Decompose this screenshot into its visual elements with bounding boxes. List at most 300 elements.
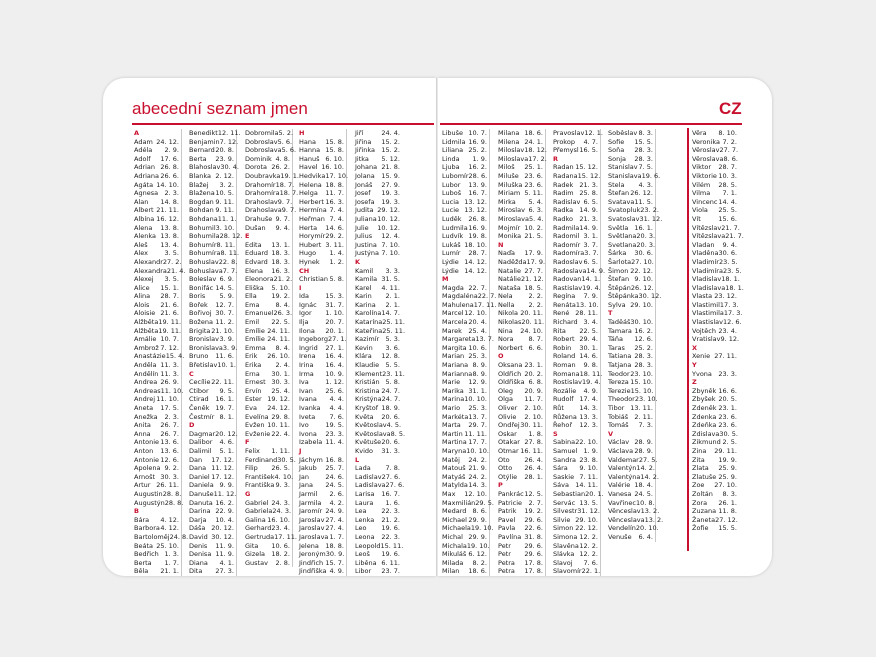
name-entry	[497, 361, 545, 370]
name-text: David	[189, 532, 208, 541]
name-day-date: 12. 2.	[579, 532, 598, 541]
name-day-date: 13. 11.	[630, 404, 653, 412]
name-entry	[354, 138, 402, 147]
name-day-date: 15. 12.	[575, 163, 598, 172]
name-text: Vincenc	[692, 197, 718, 206]
name-day-date: 25. 8.	[579, 189, 598, 198]
name-entry	[607, 490, 655, 499]
name-text: Karin	[355, 292, 372, 301]
name-text: Albert	[134, 206, 154, 215]
name-text: Havel	[299, 163, 318, 172]
name-day-date: 18. 8.	[325, 180, 344, 189]
name-day-date: 13. 9.	[468, 180, 487, 189]
name-day-date: 19. 11.	[158, 318, 182, 327]
name-entry	[354, 172, 402, 181]
name-day-date	[400, 258, 402, 267]
name-entry	[441, 430, 489, 439]
name-entry	[354, 292, 402, 301]
name-entry	[298, 456, 346, 465]
name-day-date: 4. 6.	[219, 438, 234, 447]
name-day-date	[344, 284, 346, 293]
letter-heading	[354, 456, 402, 465]
name-text: Miroslava	[498, 214, 529, 223]
name-day-date: 7. 5.	[638, 163, 653, 172]
name-text: Martin	[442, 429, 463, 438]
name-text: Sáva	[553, 481, 569, 490]
name-entry	[244, 241, 292, 250]
name-day-date: 5. 2.	[278, 129, 294, 137]
name-text: Darina	[189, 507, 211, 516]
name-text: Adéla	[134, 146, 153, 155]
name-text: Iva	[299, 378, 309, 387]
name-entry	[298, 309, 346, 318]
name-text: Zdeňka	[692, 421, 717, 430]
name-day-date: 13. 12.	[464, 197, 487, 206]
name-text: Vendelín	[608, 524, 636, 533]
name-day-date: 8. 3.	[638, 129, 653, 137]
name-day-date: 27. 6.	[381, 472, 401, 481]
name-text: Olivie	[498, 412, 517, 421]
name-day-date: 29. 10.	[630, 300, 653, 309]
name-entry	[497, 215, 545, 224]
name-text: Tibor	[608, 404, 625, 412]
name-day-date: 16. 1.	[634, 223, 653, 232]
name-entry	[133, 352, 185, 361]
name-text: Marcel	[442, 309, 464, 318]
name-entry	[607, 301, 655, 310]
name-entry	[441, 481, 489, 490]
name-entry	[244, 370, 292, 379]
name-day-date: 27. 4.	[325, 515, 344, 524]
name-day-date: 13. 3.	[579, 412, 598, 421]
name-entry	[133, 155, 181, 164]
name-text: Radek	[553, 180, 574, 189]
name-entry	[552, 335, 600, 344]
name-day-date: 26. 10.	[267, 352, 290, 361]
name-text: Kazimír	[355, 335, 380, 344]
name-day-date: 18. 5.	[524, 283, 543, 292]
name-day-date: 1. 7.	[329, 532, 344, 541]
name-day-date: 26. 7.	[160, 429, 179, 438]
name-entry	[298, 232, 346, 241]
name-entry	[552, 206, 600, 215]
letter-heading	[691, 344, 739, 353]
name-day-date: 23. 10.	[634, 395, 658, 404]
name-text: Ferdinand	[245, 455, 278, 464]
name-text: Berta	[189, 154, 207, 163]
name-text: Alenka	[134, 232, 157, 241]
name-day-date: 3. 6.	[385, 343, 400, 352]
name-day-date: 9. 4.	[275, 223, 290, 232]
name-entry	[244, 284, 292, 293]
name-entry	[354, 267, 402, 276]
name-entry	[441, 206, 489, 215]
name-text: F	[245, 438, 250, 447]
name-entry	[298, 404, 346, 413]
name-day-date: 26. 12.	[630, 189, 653, 198]
name-entry	[188, 267, 236, 276]
name-text: Blažej	[189, 180, 209, 189]
name-text: Vladěna	[692, 249, 719, 258]
name-entry	[244, 413, 292, 422]
name-day-date: 26. 1.	[718, 498, 737, 507]
name-entry	[188, 224, 236, 233]
name-entry	[188, 309, 236, 318]
name-entry	[497, 542, 545, 551]
name-text: Růžena	[553, 412, 577, 421]
name-entry	[244, 361, 292, 370]
name-text: Světlana	[608, 232, 637, 241]
name-entry	[354, 284, 402, 293]
name-text: Zora	[692, 498, 708, 507]
name-text: Prokop	[553, 137, 575, 146]
name-entry	[607, 481, 655, 490]
name-text: Daniel	[189, 472, 210, 481]
name-entry	[607, 352, 655, 361]
name-day-date: 21. 3.	[579, 214, 598, 223]
name-entry	[691, 464, 739, 473]
language-code: CZ	[719, 99, 742, 118]
name-text: Rozálie	[553, 386, 577, 395]
name-day-date: 1. 9.	[472, 154, 487, 163]
name-text: Jaromír	[299, 507, 323, 516]
name-text: Magdaléna	[442, 292, 478, 301]
name-entry	[552, 395, 600, 404]
name-text: Světla	[608, 223, 629, 232]
name-entry	[298, 189, 346, 198]
name-text: Vlasta	[692, 292, 713, 301]
name-entry	[244, 155, 292, 164]
name-entry	[607, 206, 659, 215]
name-entry	[497, 499, 545, 508]
name-entry	[354, 507, 402, 516]
name-entry	[607, 138, 655, 147]
name-day-date: 11. 9.	[215, 550, 234, 559]
name-day-date: 30. 6.	[718, 249, 738, 258]
name-day-date: 2. 11.	[634, 412, 653, 421]
name-entry	[188, 456, 236, 465]
name-entry	[691, 456, 739, 465]
name-text: CH	[299, 266, 310, 275]
name-day-date: 17. 11.	[274, 532, 297, 541]
name-entry	[441, 181, 489, 190]
name-entry	[691, 283, 744, 293]
name-entry	[298, 301, 346, 310]
name-day-date: 15. 4.	[165, 352, 185, 361]
name-text: Margareta	[442, 335, 476, 344]
name-entry	[607, 318, 655, 327]
name-entry	[552, 249, 600, 258]
letter-heading	[607, 430, 655, 439]
name-day-date	[400, 456, 402, 465]
name-text: Rostislav	[553, 378, 582, 387]
name-text: Oleg	[498, 386, 514, 395]
name-text: Gabriela	[245, 507, 273, 516]
name-text: Františka	[245, 481, 275, 490]
name-day-date: 31. 8.	[524, 532, 543, 541]
name-text: D	[189, 421, 195, 430]
name-text: Laura	[355, 498, 374, 507]
name-entry	[691, 232, 744, 241]
name-entry	[133, 327, 181, 336]
name-text: Hermína	[299, 206, 327, 215]
name-day-date: 4. 12.	[160, 515, 179, 524]
name-day-date: 24. 4.	[381, 129, 400, 137]
name-text: Jarmila	[299, 498, 322, 507]
name-text: Drahuše	[245, 214, 273, 223]
name-text: Dáša	[189, 524, 206, 533]
name-text: Julie	[355, 223, 369, 232]
name-day-date: 30. 7.	[215, 309, 234, 318]
name-day-date: 21. 10.	[211, 326, 234, 335]
letter-heading	[133, 129, 181, 138]
name-entry	[133, 215, 181, 224]
name-entry	[552, 146, 600, 155]
name-text: X	[692, 343, 698, 352]
name-text: S	[553, 429, 558, 438]
name-entry	[441, 232, 489, 241]
name-entry	[552, 489, 604, 499]
name-day-date	[543, 241, 545, 250]
name-text: Oliver	[498, 404, 518, 412]
name-day-date: 23. 10.	[630, 369, 653, 378]
name-text: Kateřina	[355, 326, 383, 335]
name-entry	[133, 335, 181, 344]
name-day-date: 15. 10.	[630, 386, 654, 395]
name-text: Kamila	[355, 275, 378, 284]
name-day-date: 18. 7.	[279, 189, 299, 198]
letter-heading	[298, 267, 346, 276]
name-entry	[298, 533, 346, 542]
name-entry	[441, 241, 489, 250]
name-text: Věroslav	[692, 146, 720, 155]
name-entry	[298, 146, 346, 155]
name-day-date: 15. 5.	[718, 524, 737, 533]
letter-heading	[244, 232, 292, 241]
name-day-date: 14. 10.	[156, 180, 179, 189]
name-text: Christian	[299, 275, 328, 284]
name-day-date: 23. 12.	[714, 292, 737, 301]
name-text: Štěpánka	[608, 292, 639, 301]
name-entry	[691, 206, 739, 215]
name-entry	[244, 180, 295, 190]
name-entry	[298, 155, 346, 164]
name-day-date: 10. 11.	[267, 421, 290, 430]
name-text: Bernard	[189, 146, 215, 155]
name-entry	[133, 275, 181, 284]
name-text: Pavla	[498, 524, 516, 533]
name-entry	[441, 567, 489, 576]
name-day-date: 5. 12.	[381, 154, 400, 163]
name-entry	[298, 438, 346, 447]
name-entry	[298, 507, 346, 516]
name-text: T	[608, 309, 613, 318]
name-text: Jaroslav	[299, 524, 325, 533]
name-day-date: 18. 8.	[325, 541, 344, 550]
name-entry	[188, 198, 236, 207]
name-text: Kamil	[355, 266, 374, 275]
name-entry	[188, 404, 236, 413]
name-day-date: 24. 3.	[272, 507, 292, 516]
name-text: Luděk	[442, 214, 462, 223]
name-text: Darja	[189, 515, 207, 524]
name-text: Robin	[553, 343, 572, 352]
name-entry	[354, 473, 402, 482]
name-entry	[354, 438, 402, 447]
name-text: Kristián	[355, 378, 380, 387]
name-text: Mikuláš	[442, 550, 467, 559]
name-text: Drahomíra	[245, 189, 280, 198]
name-text: Lumír	[442, 249, 461, 258]
name-text: Lukáš	[442, 240, 461, 249]
name-day-date: 11. 6.	[215, 352, 234, 361]
name-day-date	[598, 155, 600, 164]
name-entry	[354, 369, 405, 379]
name-entry	[497, 447, 545, 456]
name-day-date: 26. 3.	[273, 309, 293, 318]
name-day-date: 16. 10.	[267, 515, 290, 524]
name-text: Johana	[355, 163, 378, 172]
name-day-date: 2. 10.	[524, 412, 543, 421]
name-entry	[441, 542, 489, 551]
name-entry	[133, 266, 186, 276]
name-entry	[691, 404, 739, 413]
name-day-date: 11. 12.	[213, 489, 237, 498]
name-text: Valdemar	[608, 455, 639, 464]
name-text: Barbora	[134, 524, 160, 533]
name-text: Hedvika	[299, 171, 326, 180]
name-entry	[133, 138, 181, 147]
name-entry	[441, 550, 489, 559]
name-entry	[188, 327, 236, 336]
name-text: Ludmila	[442, 223, 468, 232]
name-day-date: 24. 11.	[267, 335, 290, 344]
name-entry	[607, 249, 655, 258]
name-text: Gustav	[245, 558, 268, 567]
name-text: Radomil	[553, 232, 580, 241]
name-text: Medard	[442, 507, 467, 516]
name-day-date: 23. 7.	[381, 567, 400, 576]
name-text: Zbyněk	[692, 386, 717, 395]
name-text: Ctirad	[189, 395, 209, 404]
name-day-date: 17. 12.	[211, 472, 234, 481]
name-text: Sandra	[553, 455, 577, 464]
name-day-date: 2. 10.	[524, 404, 543, 412]
name-day-date: 12. 8.	[381, 352, 400, 361]
name-entry	[607, 171, 661, 181]
name-day-date: 14. 6.	[325, 223, 344, 232]
name-text: Tomáš	[608, 421, 629, 430]
name-text: Břetislav	[189, 361, 218, 370]
name-entry	[188, 249, 240, 258]
name-text: Svatava	[608, 197, 635, 206]
name-entry	[691, 473, 739, 482]
name-entry	[497, 155, 545, 164]
name-entry	[607, 224, 655, 233]
name-day-date: 20. 7.	[325, 318, 344, 327]
name-entry	[497, 507, 545, 516]
name-entry	[607, 370, 655, 379]
name-text: Agáta	[134, 180, 154, 189]
name-day-date: 17. 5.	[160, 404, 179, 412]
name-text: Gertruda	[245, 532, 275, 541]
name-text: Andrej	[134, 395, 156, 404]
name-day-date: 4. 4.	[329, 395, 344, 404]
name-entry	[691, 138, 739, 147]
name-text: Svatopluk	[608, 206, 641, 215]
name-text: Liliana	[442, 146, 464, 155]
name-day-date: 24. 10.	[520, 326, 543, 335]
name-entry	[354, 533, 402, 542]
name-text: Eliška	[245, 283, 264, 292]
name-entry	[441, 335, 494, 344]
name-entry	[188, 550, 236, 559]
name-entry	[552, 456, 600, 465]
name-entry	[188, 181, 236, 190]
name-text: Nora	[498, 335, 514, 344]
name-day-date: 21. 8.	[381, 163, 400, 172]
name-entry	[552, 172, 600, 181]
name-entry	[188, 395, 236, 404]
name-text: Bedřich	[134, 550, 159, 559]
name-entry	[441, 300, 497, 310]
name-text: Karolína	[355, 309, 382, 318]
name-day-date: 7. 3.	[638, 421, 653, 430]
name-entry	[552, 163, 600, 172]
name-text: Přemysl	[553, 146, 579, 155]
name-text: Eduard	[245, 249, 269, 258]
name-day-date: 1. 9.	[583, 446, 598, 455]
name-day-date	[179, 507, 181, 516]
name-text: Lýdie	[442, 257, 459, 266]
name-text: Markéta	[442, 412, 469, 421]
name-text: Dan	[189, 455, 203, 464]
name-day-date: 24. 12.	[267, 404, 290, 412]
name-column	[354, 129, 406, 576]
name-day-date: 14. 6.	[579, 352, 598, 361]
name-day-date: 7. 7.	[222, 266, 238, 275]
name-day-date: 15. 1.	[160, 283, 179, 292]
name-day-date: 20. 1.	[585, 489, 604, 498]
name-entry	[691, 215, 739, 224]
name-day-date: 10. 4.	[215, 515, 234, 524]
name-text: Květoslav	[355, 421, 387, 430]
name-entry	[244, 275, 292, 284]
name-day-date: 19. 12.	[267, 395, 290, 404]
name-day-date: 8. 9.	[472, 361, 487, 370]
name-entry	[244, 516, 292, 525]
name-day-date: 15. 5.	[634, 137, 653, 146]
name-entry	[244, 138, 292, 147]
name-text: Stanislav	[608, 163, 638, 172]
name-text: Bohdana	[189, 214, 218, 223]
name-text: Tatiana	[608, 352, 632, 361]
name-text: Drahoslav	[245, 197, 278, 206]
name-text: Irina	[299, 361, 314, 370]
name-day-date: 13. 6.	[160, 446, 179, 455]
name-entry	[244, 473, 292, 482]
name-text: Bořek	[189, 300, 208, 309]
name-text: Alina	[134, 292, 151, 301]
name-text: Erika	[245, 361, 262, 370]
name-day-date: 22. 5.	[579, 326, 598, 335]
name-text: Katarína	[355, 318, 383, 327]
name-entry	[441, 172, 489, 181]
name-text: Eva	[245, 404, 257, 412]
name-day-date: 20. 2.	[524, 369, 543, 378]
name-entry	[244, 171, 299, 181]
name-text: J	[299, 446, 302, 455]
